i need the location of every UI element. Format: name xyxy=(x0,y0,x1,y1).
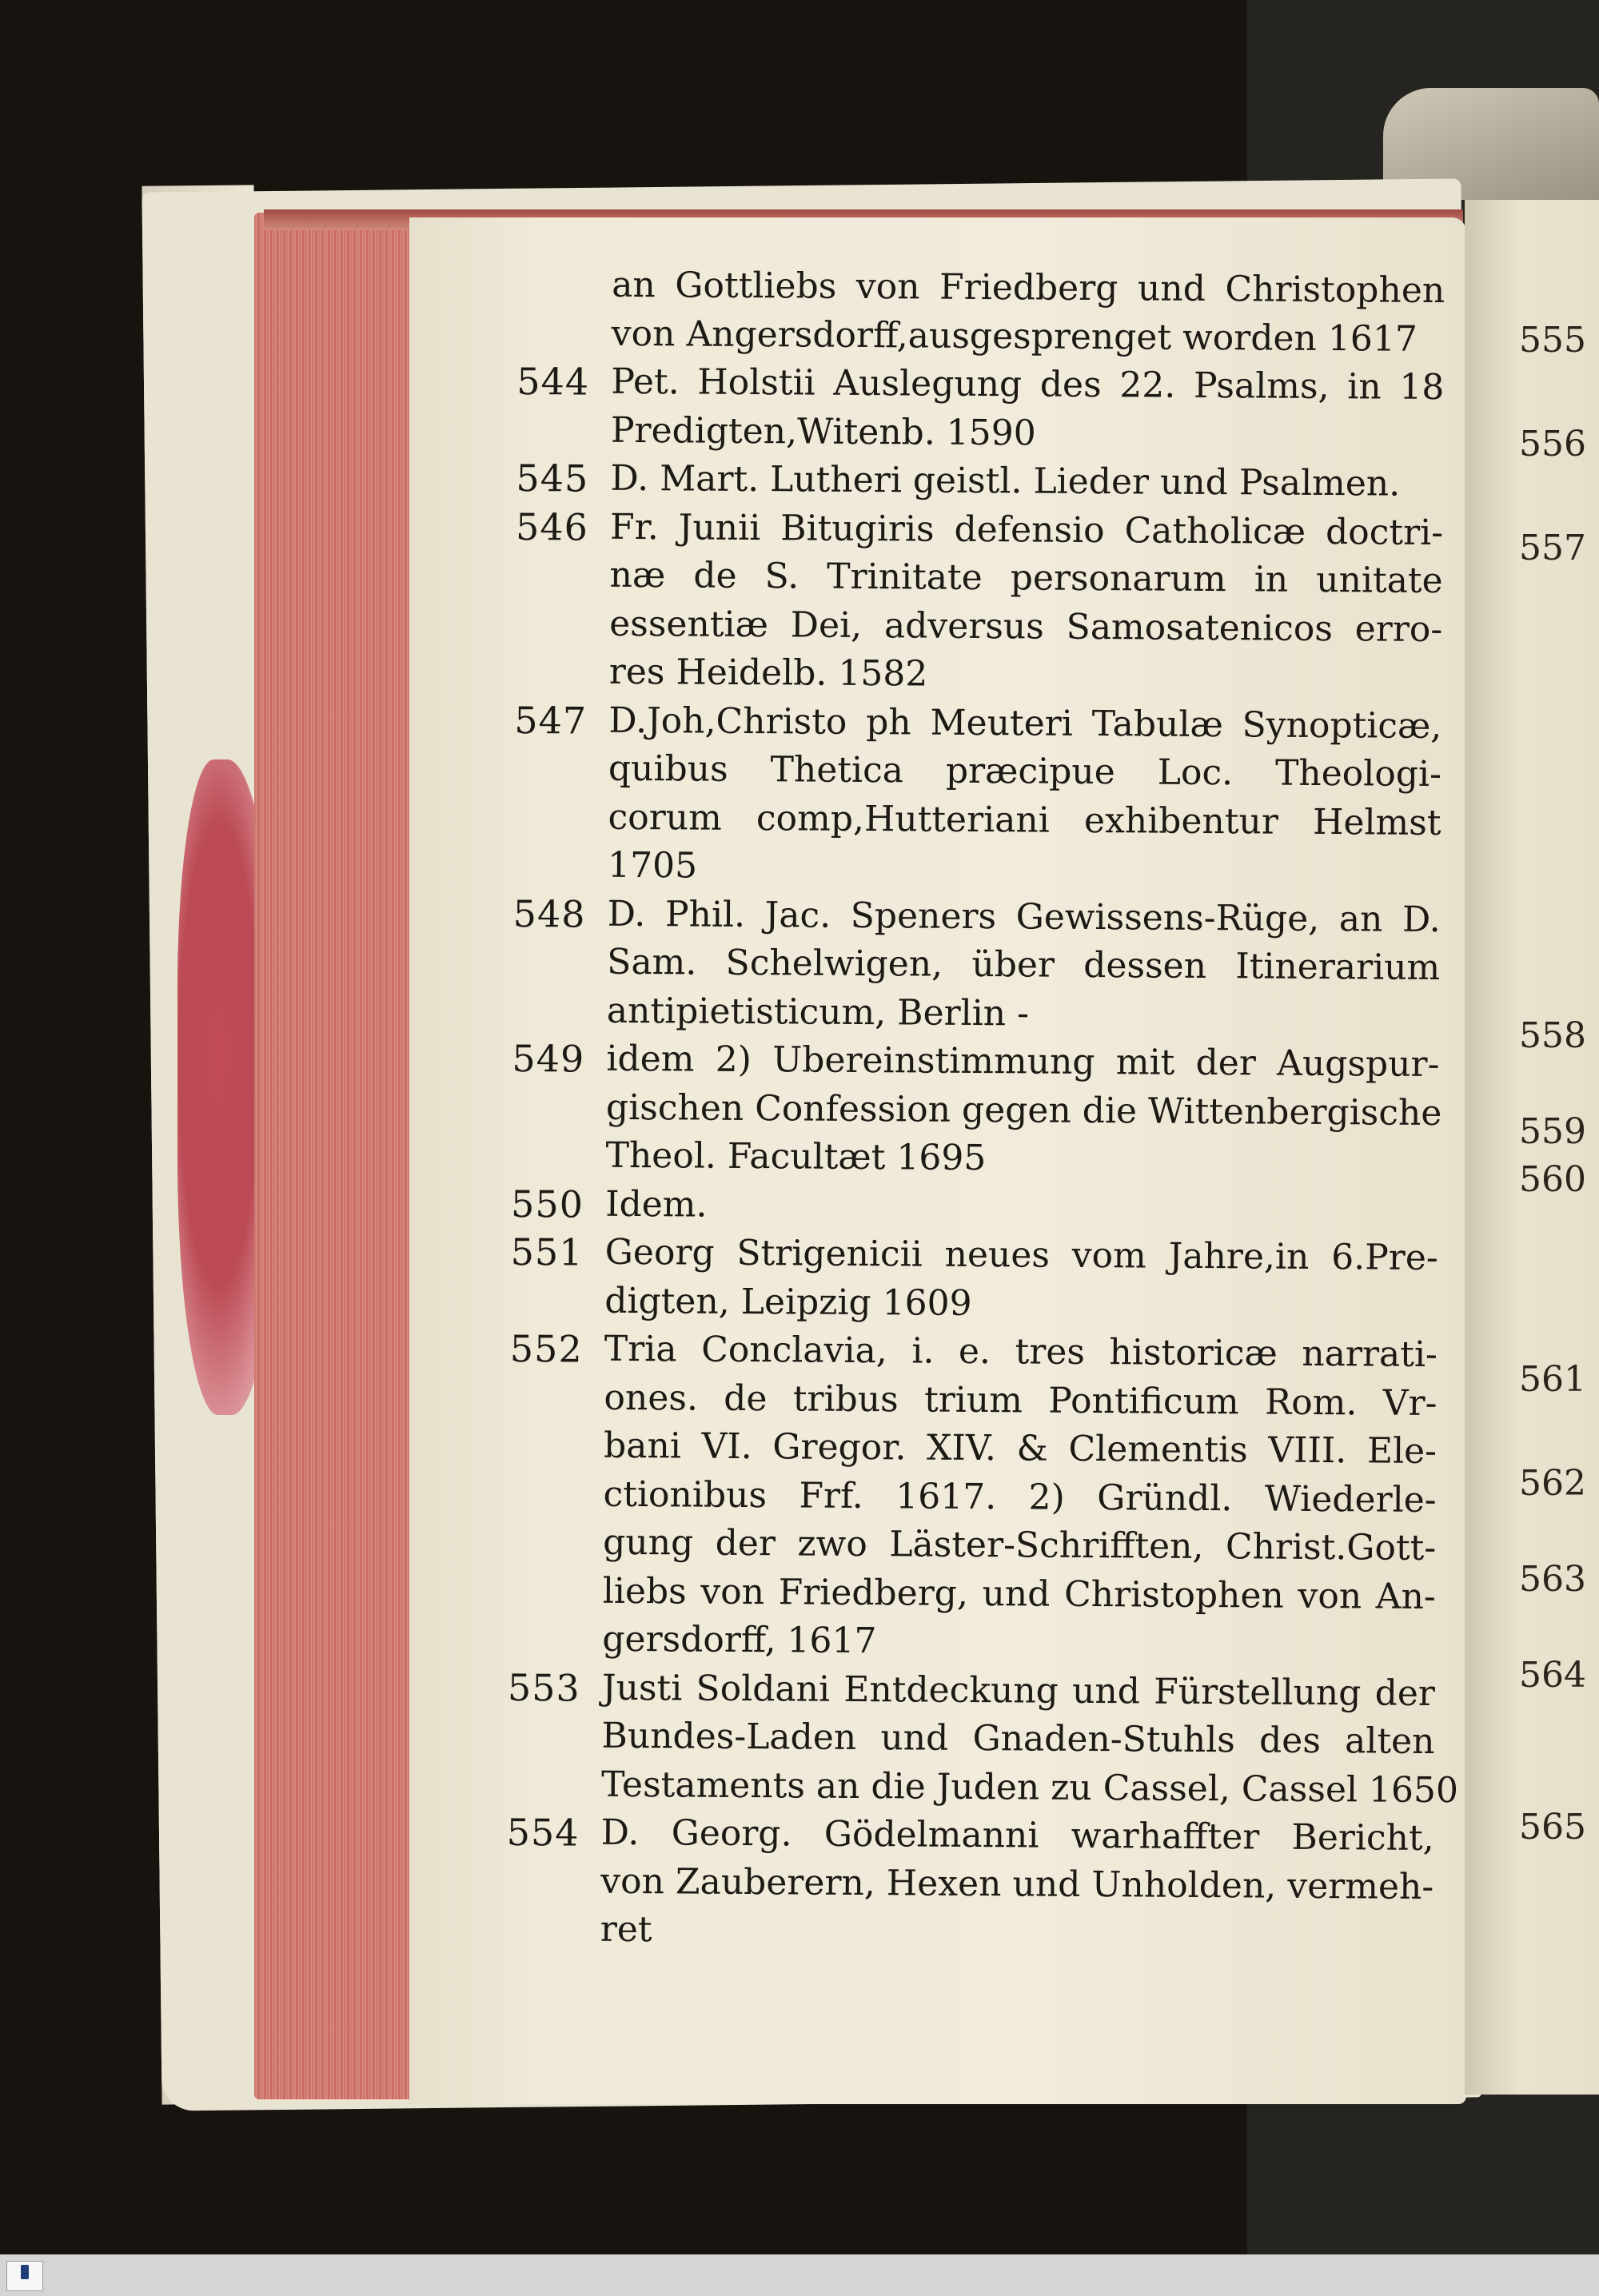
facing-entry-number: 563 xyxy=(1519,1559,1586,1600)
facing-entry-number: 555 xyxy=(1519,320,1586,361)
entry-line: von Zauberern, Hexen und Unholden, vermeh- xyxy=(600,1860,1434,1907)
entry-line: ret xyxy=(600,1908,652,1951)
entry-number: 554 xyxy=(506,1810,580,1855)
entry-line: res Heidelb. 1582 xyxy=(608,651,928,695)
entry-line: Theol. Facultæt 1695 xyxy=(605,1134,987,1179)
facing-entry-number: 557 xyxy=(1519,528,1586,568)
entry-line: D.Joh,Christo ph Meuteri Tabulæ Synopticæ, xyxy=(608,700,1442,747)
catalogue-entry xyxy=(512,889,1441,1041)
catalogue-entry xyxy=(507,1663,1459,1815)
entry-line: corum comp,Hutteriani exhibentur Helmst xyxy=(608,796,1441,843)
entry-line: Testaments an die Juden zu Cassel, Cassel 1650 xyxy=(600,1764,1459,1811)
entry-line: Sam. Schelwigen, über dessen Itinerarium xyxy=(607,941,1441,989)
entry-line: 1705 xyxy=(607,844,698,887)
entry-line: antipietisticum, Berlin - xyxy=(606,990,1030,1034)
entry-line: quibus Thetica præcipue Loc. Theologi- xyxy=(608,747,1442,795)
entry-number: 553 xyxy=(507,1665,580,1710)
catalogue-entry xyxy=(511,1179,1438,1234)
entry-line: von Angersdorff,ausgesprenget worden 1617 xyxy=(611,313,1418,360)
entry-number: 551 xyxy=(510,1230,584,1274)
entry-number: 545 xyxy=(516,456,589,500)
entry-line: Fr. Junii Bitugiris defensio Catholicæ doctri- xyxy=(609,506,1444,553)
facing-entry-number: 558 xyxy=(1519,1015,1586,1056)
entry-number: 552 xyxy=(509,1326,583,1371)
entry-line: Predigten,Witenb. 1590 xyxy=(610,409,1036,454)
entry-line: D. Phil. Jac. Speners Gewissens-Rüge, an D. xyxy=(607,893,1441,940)
entry-line: Justi Soldani Entdeckung und Fürstellung der xyxy=(601,1667,1436,1714)
facing-entry-number: 562 xyxy=(1519,1463,1586,1504)
catalogue-entry xyxy=(508,1325,1438,1670)
entry-line: Pet. Holstii Auslegung des 22. Psalms, in 18 xyxy=(611,361,1445,409)
catalogue-entry xyxy=(516,454,1443,509)
entry-number: 544 xyxy=(516,359,590,404)
entry-line: D. Mart. Lutheri geistl. Lieder und Psalmen. xyxy=(610,457,1401,504)
entry-line: bani VI. Gregor. XIV. & Clementis VIII. Ele- xyxy=(603,1425,1438,1473)
catalogue-entry xyxy=(516,357,1445,460)
catalogue-entry xyxy=(506,1808,1434,1960)
entry-number: 547 xyxy=(514,698,588,743)
entry-line: ctionibus Frf. 1617. 2) Gründl. Wiederle- xyxy=(603,1473,1437,1521)
facing-entry-number: 564 xyxy=(1519,1655,1586,1696)
catalogue-entry xyxy=(517,261,1445,364)
entry-line: D. Georg. Gödelmanni warhaffter Bericht, xyxy=(600,1812,1434,1860)
entry-line: Georg Strigenicii neues vom Jahre,in 6.Pre- xyxy=(604,1231,1438,1279)
entry-line: essentiæ Dei, adversus Samosatenicos erro- xyxy=(609,603,1443,650)
facing-entry-number: 561 xyxy=(1519,1359,1586,1400)
facing-entry-number: 559 xyxy=(1519,1111,1586,1152)
viewer-footer-bar xyxy=(0,2254,1599,2296)
entry-line: liebs von Friedberg, und Christophen von An- xyxy=(602,1570,1436,1617)
entry-line: ones. de tribus trium Pontificum Rom. Vr- xyxy=(604,1377,1438,1424)
entry-line: idem 2) Ubereinstimmung mit der Augspur- xyxy=(606,1038,1440,1086)
entry-number: 550 xyxy=(510,1182,584,1226)
facing-entry-number: 565 xyxy=(1519,1807,1586,1848)
entry-line: gersdorff, 1617 xyxy=(602,1618,877,1662)
entry-line: digten, Leipzig 1609 xyxy=(604,1280,972,1324)
catalogue-entry xyxy=(510,1228,1438,1331)
library-logo-icon xyxy=(6,2261,43,2291)
page-fore-edge xyxy=(254,213,414,2099)
entry-number: 548 xyxy=(512,891,586,936)
facing-entry-number: 560 xyxy=(1519,1159,1586,1200)
entry-line: næ de S. Trinitate personarum in unitate xyxy=(609,554,1443,602)
catalogue-entry xyxy=(513,696,1442,895)
entry-number: 549 xyxy=(512,1036,585,1081)
entry-line: Idem. xyxy=(604,1183,708,1226)
catalogue-text xyxy=(506,261,1459,1960)
catalogue-entry xyxy=(511,1034,1442,1186)
entry-number: 546 xyxy=(515,504,589,549)
entry-line: Tria Conclavia, i. e. tres historicæ narrati- xyxy=(604,1328,1438,1376)
facing-entry-number: 556 xyxy=(1519,424,1586,464)
entry-line: Bundes-Laden und Gnaden-Stuhls des alten xyxy=(601,1715,1435,1763)
entry-line: an Gottliebs von Friedberg und Christophen xyxy=(612,264,1445,312)
entry-line: gischen Confession gegen die Wittenbergische xyxy=(605,1086,1442,1134)
entry-line: gung der zwo Läster-Schrifften, Christ.Gott- xyxy=(603,1521,1437,1569)
catalogue-entry xyxy=(515,502,1444,702)
